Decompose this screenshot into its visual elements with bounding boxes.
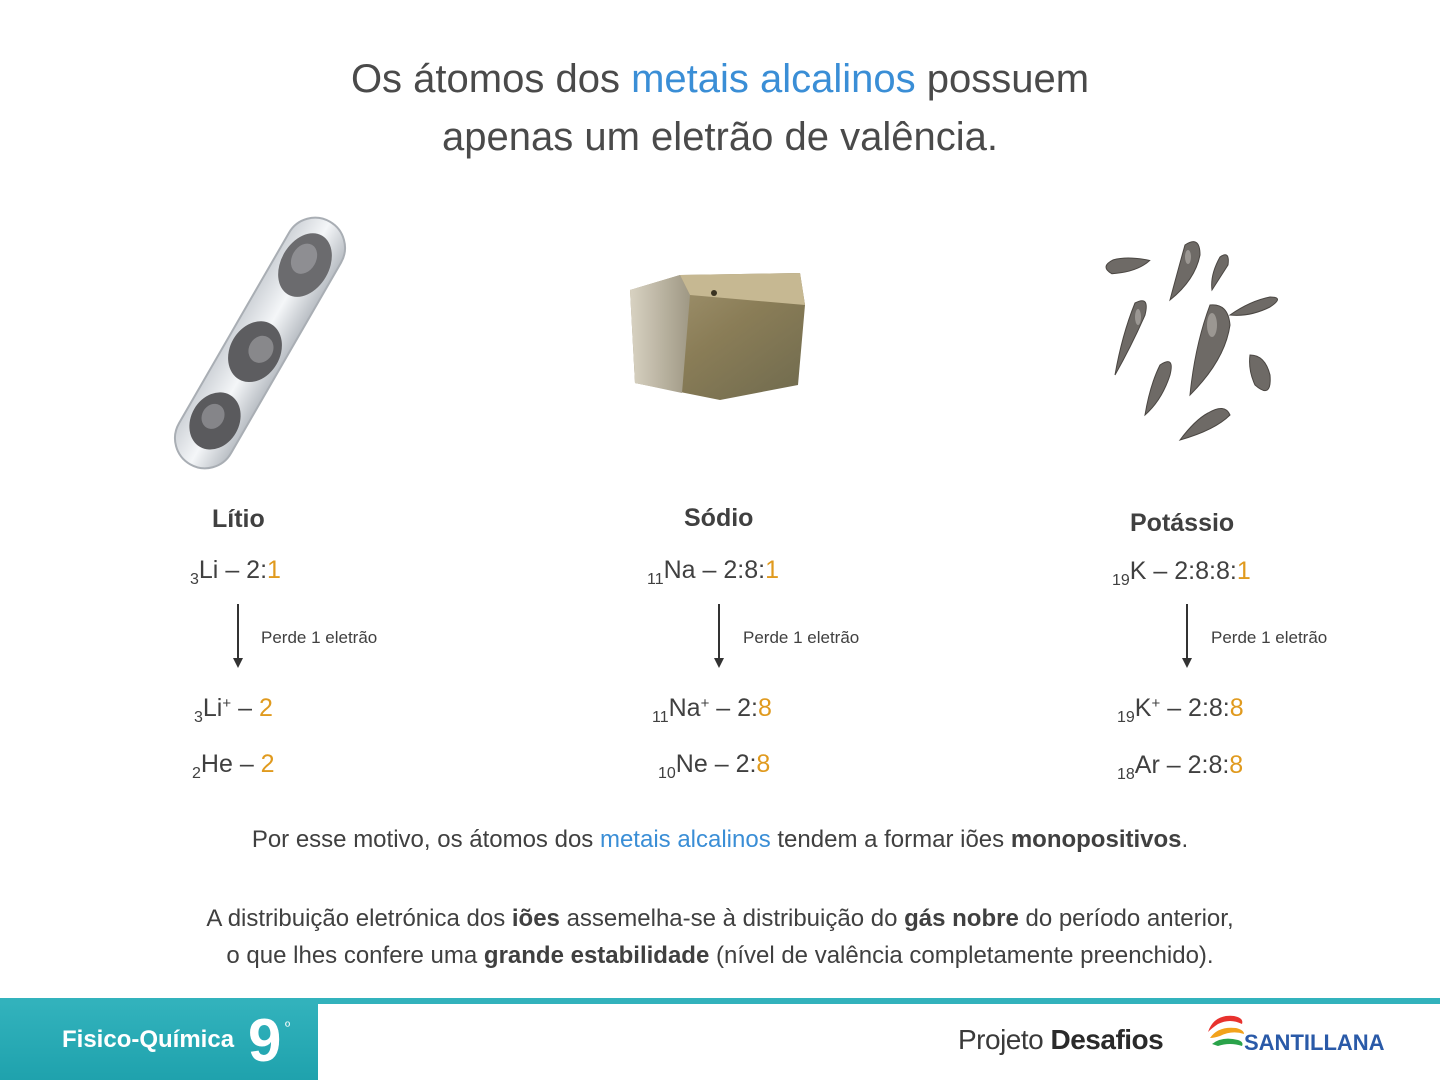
explanation-line-2: o que lhes confere uma grande estabilidade (nível de valência completamente preenchido).	[226, 942, 1214, 969]
lithium-photo	[160, 208, 360, 478]
santillana-logo-icon	[1204, 1010, 1248, 1054]
sodium-photo	[620, 265, 820, 415]
sodium-loses-electron-label: Perde 1 eletrão	[743, 628, 860, 647]
down-arrow-icon	[1179, 604, 1195, 668]
sodium-ion-config: $_{11}$Na+ – 2:8	[652, 694, 772, 726]
element-name-lithium: Lítio	[212, 505, 265, 533]
potassium-atom-config: $_{19}$K – 2:8:8:1	[1112, 557, 1251, 589]
footer-publisher-logo: SANTILLANA	[1244, 1030, 1385, 1055]
title-line-2: apenas um eletrão de valência.	[442, 115, 998, 159]
element-name-sodium: Sódio	[684, 504, 754, 532]
potassium-loses-electron-label: Perde 1 eletrão	[1211, 628, 1328, 647]
lithium-ion-config: $_3$Li+ – 2	[194, 694, 273, 726]
footer-subject: Fisico-Química	[62, 1026, 235, 1053]
title-line-1: Os átomos dos metais alcalinos possuem	[350, 57, 1090, 101]
slide-title	[0, 50, 1440, 166]
argon-config: $_{18}$Ar – 2:8:8	[1117, 751, 1244, 783]
potassium-photo	[1090, 235, 1290, 450]
footer-grade: 9	[248, 1007, 282, 1074]
helium-config: $_2$He – 2	[192, 750, 275, 782]
footer-grade-mark: º	[285, 1018, 291, 1034]
down-arrow-icon	[230, 604, 246, 668]
lithium-atom-config: $_3$Li – 2:1	[190, 556, 281, 588]
element-name-potassium: Potássio	[1130, 509, 1235, 537]
sodium-atom-config: $_{11}$Na – 2:8:1	[647, 556, 779, 588]
neon-config: $_{10}$Ne – 2:8	[658, 750, 771, 782]
footer-project-logo: Projeto Desafios	[958, 1024, 1164, 1055]
lithium-loses-electron-label: Perde 1 eletrão	[261, 628, 378, 647]
explanation-text	[0, 900, 1440, 974]
potassium-ion-config: $_{19}$K+ – 2:8:8	[1117, 694, 1244, 726]
explanation-line-1: A distribuição eletrónica dos iões assemelha-se à distribuição do gás nobre do período anterior,	[206, 905, 1234, 932]
summary-text: Por esse motivo, os átomos dos metais alcalinos tendem a formar iões monopositivos.	[251, 826, 1189, 853]
down-arrow-icon	[711, 604, 727, 668]
